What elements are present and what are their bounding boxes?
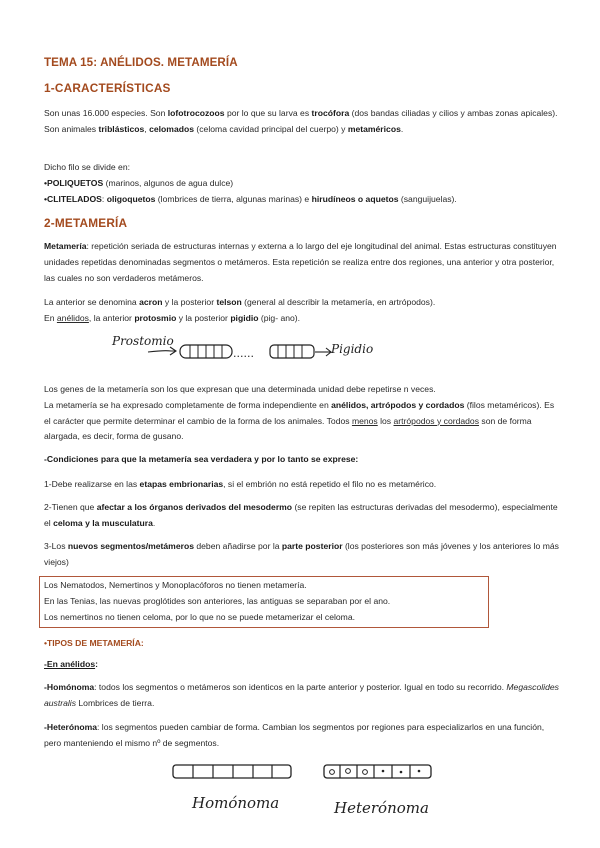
page-title: TEMA 15: ANÉLIDOS. METAMERÍA [44,56,238,69]
sketch-label-heteronoma: Heterónoma [334,799,429,817]
paragraph-heteronoma: -Heterónoma: los segmentos pueden cambiar de forma. Cambian los segmentos por regiones para especializarlos en una función, pero manteniendo el mismo nº de segmentos. [44,722,545,748]
homonoma-worm [173,765,291,778]
paragraph-genes-metameria: Los genes de la metamería son los que expresan que una determinada unidad debe repetirse n veces. La metamería se ha expresado completamente de forma independiente en anélidos, artrópodos y cordados (filos metaméricos). Es el carácter que permite determinar el cambio de la forma de los animales. Todos menos los artrópodos y cordados son de forma alargada, es decir, forma de gusano. [44,384,555,442]
note-box-text: Los Nematodos, Nemertinos y Monoplacóforos no tienen metamería. En las Tenias, las nuevas proglótides son anteriores, las antiguas se separaban por el ano. Los nemertinos no tienen celoma, por lo que no se puede metamerizar el celoma. [44,580,391,622]
paragraph-caracteristicas: Son unas 16.000 especies. Son lofotrocozoos por lo que su larva es trocófora (dos bandas ciliadas y cilios y ambas zonas apicales). Son animales triblásticos, celomados (celoma cavidad principal del cuerpo) y metaméricos. [44,108,558,134]
section-heading-metameria: 2-METAMERÍA [44,216,128,230]
condition-1: 1-Debe realizarse en las etapas embrionarias, si el embrión no está repetido el filo no es metamérico. [44,479,437,489]
condition-2: 2-Tienen que afectar a los órganos derivados del mesodermo (se repiten las estructuras derivadas del mesodermo), especialmente el celoma y la musculatura. [44,502,558,528]
paragraph-acron-telson: La anterior se denomina acron y la posterior telson (general al describir la metamería, en artrópodos). En anélidos, la anterior protosmio y la posterior pigidio (pig- ano). [44,297,436,323]
section-heading-caracteristicas: 1-CARACTERÍSTICAS [44,81,171,95]
paragraph-homonoma: -Homónoma: todos los segmentos o metámeros son identicos en la parte anterior y posterior. Igual en todo su recorrido. Megascolides australis Lombrices de tierra. [44,682,559,708]
svg-text:......: ...... [233,347,254,360]
sketch-arrow-left [148,351,175,352]
en-anelidos-heading: -En anélidos: [44,659,98,669]
metameria-types-sketch [168,760,438,786]
conditions-heading: -Condiciones para que la metamería sea verdadera y por lo tanto se exprese: [44,454,359,464]
condition-3: 3-Los nuevos segmentos/metámeros deben añadirse por la parte posterior (los posteriores son más jóvenes y los anteriores lo más viejos) [44,541,559,567]
sketch-segments-back [270,345,314,358]
paragraph-division-filo: Dicho filo se divide en: •POLIQUETOS (marinos, algunos de agua dulce) •CLITELADOS: oligoquetos (lombrices de tierra, algunas marinas) e hirudíneos o aquetos (sanguijuelas). [44,162,457,204]
sketch-label-prostomio: Prostomio [112,334,174,348]
sketch-label-homonoma: Homónoma [192,794,280,812]
annelid-sketch [145,336,345,366]
tipos-heading: •TIPOS DE METAMERÍA: [44,638,144,648]
sketch-label-pigidio: Pigidio [331,342,374,356]
paragraph-definicion-metameria: Metamería: repetición seriada de estructuras internas y externa a lo largo del eje longitudinal del animal. Estas estructuras constituyen unidades repetidas denominadas segmentos o metámeros. Esta repetición se realiza entre dos regiones, una anterior y otra posterior, las cuales no son verdaderos metámeros. [44,241,557,283]
